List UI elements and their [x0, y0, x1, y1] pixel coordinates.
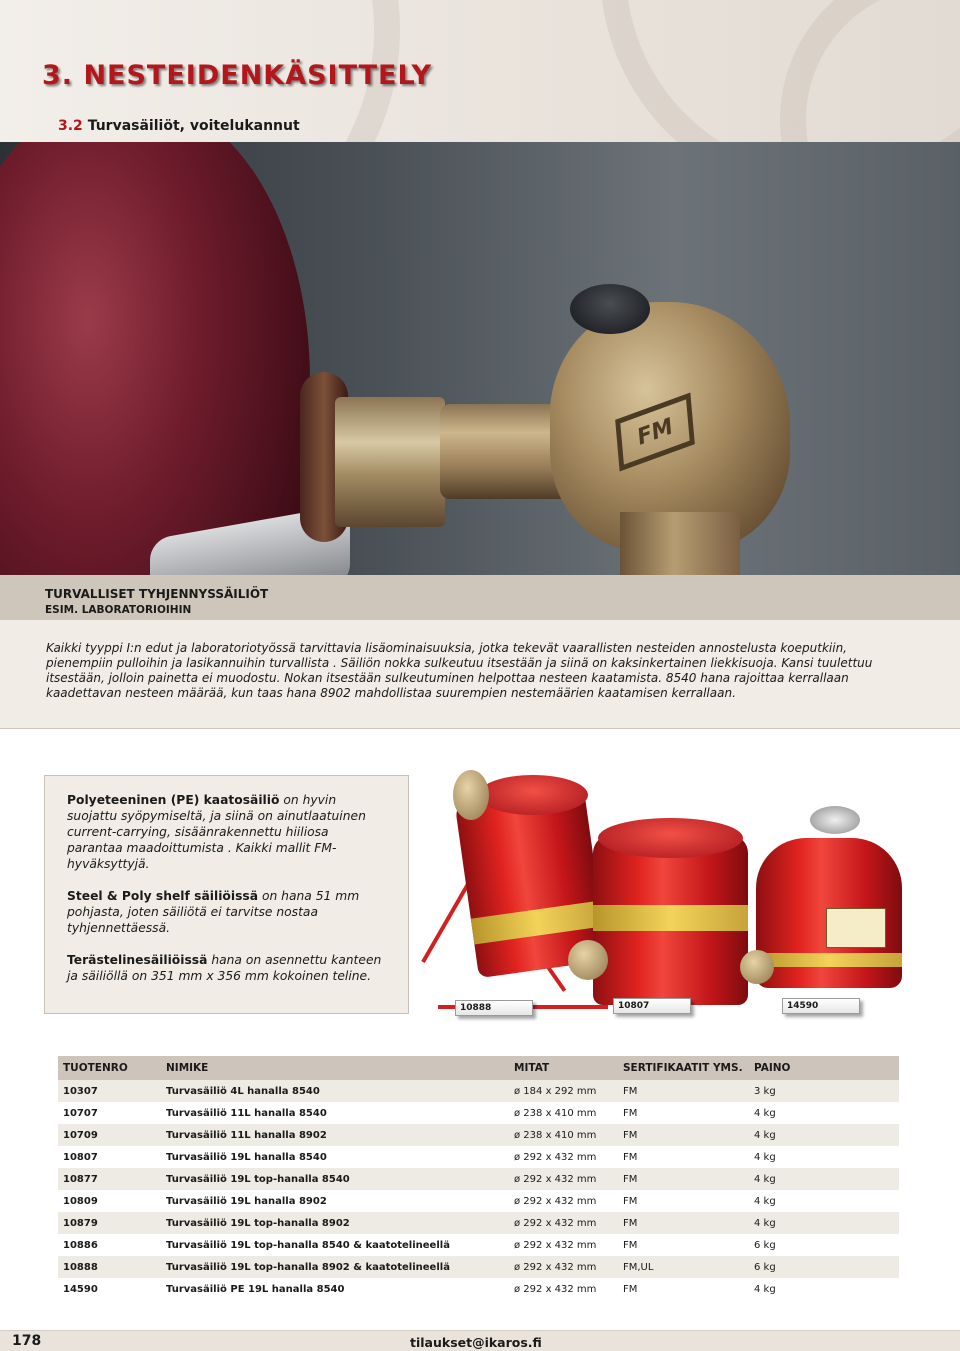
hero-photo — [0, 142, 960, 575]
description-text: hana on asennettu kanteen ja säiliöllä on 351 mm x 356 mm kokoinen teline. — [67, 953, 382, 983]
table-cell: 3 kg — [749, 1080, 899, 1102]
info-heading: TURVALLISET TYHJENNYSSÄILIÖT — [45, 587, 269, 601]
table-cell: ø 238 x 410 mm — [509, 1124, 618, 1146]
table-row — [58, 1168, 899, 1190]
table-cell: 10707 — [58, 1102, 161, 1124]
table-cell: 10877 — [58, 1168, 161, 1190]
table-cell: ø 292 x 432 mm — [509, 1278, 618, 1300]
page-number: 178 — [12, 1333, 42, 1349]
section-subtitle — [58, 118, 300, 134]
description-bold: Terästelinesäiliöissä — [67, 953, 208, 967]
table-cell: 10709 — [58, 1124, 161, 1146]
table-cell: FM — [618, 1080, 749, 1102]
table-row — [58, 1212, 899, 1234]
table-cell: Turvasäiliö 11L hanalla 8902 — [161, 1124, 509, 1146]
product-tag: 10888 — [455, 1000, 533, 1016]
safety-can-10807 — [593, 835, 748, 1005]
table-row — [58, 1146, 899, 1168]
table-cell: Turvasäiliö 11L hanalla 8540 — [161, 1102, 509, 1124]
table-cell: 10307 — [58, 1080, 161, 1102]
description-bold: Steel & Poly shelf säiliöissä — [67, 889, 259, 903]
safety-can-14590 — [756, 838, 902, 988]
table-cell: 4 kg — [749, 1278, 899, 1300]
table-row — [58, 1278, 899, 1300]
section-subtitle-text: Turvasäiliöt, voitelukannut — [87, 118, 300, 134]
faucet-nut — [335, 397, 445, 527]
table-cell: 6 kg — [749, 1256, 899, 1278]
table-cell: Turvasäiliö PE 19L hanalla 8540 — [161, 1278, 509, 1300]
info-paragraph: Kaikki tyyppi I:n edut ja laboratoriotyössä tarvittavia lisäominaisuuksia, jotka tekevät vaarallisten nesteiden annostelusta koeputkiin, pienempiin pulloihin ja lasikannuihin turvallista . Säiliön nokka sulkeutuu itsestään ja siinä on kaksinkertainen liekkisuoja. Kansi tuulettuu itsestään, jolloin painetta ei muodostu. Nokan itsestään sulkeutuminen helpottaa nesteen kaatamista. 8540 hana rajoittaa kerrallaan kaadettavan nesteen määrää, kun taas hana 8902 mahdollistaa suurempien nestemäärien kaatamisen kerrallaan. — [46, 641, 873, 700]
can-top — [598, 818, 743, 858]
table-cell: FM — [618, 1234, 749, 1256]
table-row — [58, 1080, 899, 1102]
product-images — [418, 740, 918, 1040]
table-cell: 4 kg — [749, 1102, 899, 1124]
description-paragraph — [67, 952, 386, 984]
table-cell: 10807 — [58, 1146, 161, 1168]
product-table — [58, 1056, 899, 1300]
table-row — [58, 1190, 899, 1212]
table-cell: 10886 — [58, 1234, 161, 1256]
description-box — [44, 775, 409, 1014]
table-cell: ø 292 x 432 mm — [509, 1190, 618, 1212]
table-cell: 4 kg — [749, 1190, 899, 1212]
table-cell: ø 238 x 410 mm — [509, 1102, 618, 1124]
section-number: 3.2 — [58, 118, 83, 134]
table-cell: ø 292 x 432 mm — [509, 1212, 618, 1234]
table-cell: FM — [618, 1168, 749, 1190]
faucet-spout — [620, 512, 740, 575]
table-cell: Turvasäiliö 19L hanalla 8902 — [161, 1190, 509, 1212]
table-cell: FM — [618, 1212, 749, 1234]
table-header-row — [58, 1056, 899, 1080]
table-cell: Turvasäiliö 4L hanalla 8540 — [161, 1080, 509, 1102]
table-cell: ø 292 x 432 mm — [509, 1146, 618, 1168]
table-row — [58, 1102, 899, 1124]
table-cell: FM — [618, 1146, 749, 1168]
faucet-knob — [570, 284, 650, 334]
page-title: 3. NESTEIDENKÄSITTELY — [42, 60, 433, 91]
table-cell: 4 kg — [749, 1124, 899, 1146]
table-cell: 10879 — [58, 1212, 161, 1234]
table-row — [58, 1234, 899, 1256]
description-paragraph — [67, 792, 386, 872]
table-cell: FM — [618, 1278, 749, 1300]
table-cell: FM — [618, 1124, 749, 1146]
table-cell: ø 292 x 432 mm — [509, 1234, 618, 1256]
table-cell: Turvasäiliö 19L top-hanalla 8540 — [161, 1168, 509, 1190]
table-cell: Turvasäiliö 19L top-hanalla 8902 & kaatotelineellä — [161, 1256, 509, 1278]
table-cell: FM — [618, 1190, 749, 1212]
table-cell: ø 292 x 432 mm — [509, 1168, 618, 1190]
table-cell: FM — [618, 1102, 749, 1124]
table-cell: 10809 — [58, 1190, 161, 1212]
column-header: PAINO — [749, 1056, 899, 1080]
description-paragraph — [67, 888, 386, 936]
description-text: on hyvin suojattu syöpymiseltä, ja siinä on ainutlaatuinen current-carrying, sisäänrakennettu hiiliosa parantaa maadoittumista . Kaikki mallit FM-hyväksyttyjä. — [67, 793, 366, 871]
table-cell: 6 kg — [749, 1234, 899, 1256]
brass-faucet — [740, 950, 774, 984]
description-text: on hana 51 mm pohjasta, joten säiliötä ei tarvitse nostaa tyhjennettäessä. — [67, 889, 360, 935]
table-cell: 4 kg — [749, 1168, 899, 1190]
table-cell: Turvasäiliö 19L hanalla 8540 — [161, 1146, 509, 1168]
table-cell: ø 292 x 432 mm — [509, 1256, 618, 1278]
table-cell: 10888 — [58, 1256, 161, 1278]
info-subheading: ESIM. LABORATORIOIHIN — [45, 604, 192, 616]
table-cell: 14590 — [58, 1278, 161, 1300]
column-header: MITAT — [509, 1056, 618, 1080]
table-cell: 4 kg — [749, 1146, 899, 1168]
brass-faucet — [568, 940, 608, 980]
red-can-shape — [0, 142, 310, 575]
table-cell: 4 kg — [749, 1212, 899, 1234]
table-cell: ø 184 x 292 mm — [509, 1080, 618, 1102]
product-tag: 14590 — [782, 998, 860, 1014]
table-cell: FM,UL — [618, 1256, 749, 1278]
column-header: NIMIKE — [161, 1056, 509, 1080]
column-header: SERTIFIKAATIT YMS. — [618, 1056, 749, 1080]
description-bold: Polyeteeninen (PE) kaatosäiliö — [67, 793, 280, 807]
product-tag: 10807 — [613, 998, 691, 1014]
footer-email: tilaukset@ikaros.fi — [410, 1335, 542, 1350]
table-row — [58, 1124, 899, 1146]
can-top — [478, 775, 588, 815]
fm-logo-mark: FM — [615, 393, 695, 472]
table-cell: Turvasäiliö 19L top-hanalla 8540 & kaatotelineellä — [161, 1234, 509, 1256]
brass-nozzle — [453, 770, 489, 820]
steel-cap — [810, 806, 860, 834]
table-cell: Turvasäiliö 19L top-hanalla 8902 — [161, 1212, 509, 1234]
table-row — [58, 1256, 899, 1278]
column-header: TUOTENRO — [58, 1056, 161, 1080]
table-body — [58, 1080, 899, 1300]
